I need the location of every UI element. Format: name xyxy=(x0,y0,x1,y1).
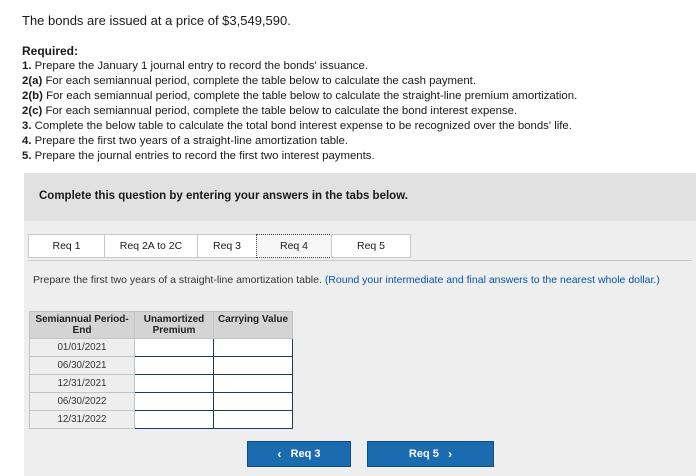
prev-button-label: Req 3 xyxy=(290,448,321,460)
tab-req-3[interactable]: Req 3 xyxy=(197,234,257,258)
requirement-text: Complete the below table to calculate the total bond interest expense to be recognized over the bonds' life. xyxy=(34,120,572,132)
requirement-text: For each semiannual period, complete the table below to calculate the cash payment. xyxy=(45,75,477,87)
amortization-table xyxy=(29,311,293,429)
premium-input[interactable] xyxy=(135,376,213,392)
period-cell: 12/31/2021 xyxy=(30,375,135,393)
premium-cell xyxy=(135,375,214,393)
required-heading: Required: xyxy=(22,44,79,58)
requirement-text: Prepare the January 1 journal entry to record the bonds' issuance. xyxy=(34,60,369,72)
premium-cell xyxy=(135,357,214,375)
table-header-row xyxy=(30,312,293,339)
intro-text: The bonds are issued at a price of $3,549,590. xyxy=(22,13,291,28)
period-cell: 01/01/2021 xyxy=(30,339,135,357)
carrying-value-input[interactable] xyxy=(214,340,292,356)
premium-cell xyxy=(135,393,214,411)
requirement-item xyxy=(22,74,577,89)
carrying-cell xyxy=(214,375,293,393)
next-req-5-button[interactable] xyxy=(367,441,494,467)
premium-cell xyxy=(135,339,214,357)
period-cell: 06/30/2022 xyxy=(30,393,135,411)
requirement-number: 2(c) xyxy=(22,105,43,117)
instruction-rounding-note: (Round your intermediate and final answers to the nearest whole dollar.) xyxy=(324,274,660,286)
carrying-value-input[interactable] xyxy=(214,394,292,410)
next-button-label: Req 5 xyxy=(408,448,439,460)
requirement-text: For each semiannual period, complete the table below to calculate the straight-line premium amortization. xyxy=(46,90,578,102)
chevron-left-icon: ‹ xyxy=(277,447,282,461)
carrying-cell xyxy=(214,411,293,429)
tab-req-4[interactable]: Req 4 xyxy=(256,234,332,258)
requirement-number: 2(b) xyxy=(22,90,43,102)
table-row xyxy=(30,411,293,429)
question-panel-header xyxy=(24,173,696,221)
tab-req-5[interactable]: Req 5 xyxy=(331,234,411,258)
prev-req-3-button[interactable] xyxy=(247,441,351,467)
table-row xyxy=(30,375,293,393)
table-row xyxy=(30,339,293,357)
requirement-item xyxy=(22,59,577,74)
premium-input[interactable] xyxy=(135,340,213,356)
tab-req-2a-to-2c[interactable]: Req 2A to 2C xyxy=(104,234,198,258)
requirement-item xyxy=(22,119,577,134)
tab-divider xyxy=(28,260,692,261)
panel-title: Complete this question by entering your answers in the tabs below. xyxy=(39,190,408,202)
header-carrying-value: Carrying Value xyxy=(214,312,293,339)
period-cell: 06/30/2021 xyxy=(30,357,135,375)
premium-cell xyxy=(135,411,214,429)
carrying-value-input[interactable] xyxy=(214,376,292,392)
carrying-cell xyxy=(214,393,293,411)
requirement-number: 1. xyxy=(22,60,32,72)
premium-input[interactable] xyxy=(135,412,213,428)
requirement-item xyxy=(22,89,577,104)
requirement-number: 3. xyxy=(22,120,32,132)
table-row xyxy=(30,357,293,375)
requirement-item xyxy=(22,149,577,164)
carrying-value-input[interactable] xyxy=(214,412,292,428)
period-cell: 12/31/2022 xyxy=(30,411,135,429)
tab-req-1[interactable]: Req 1 xyxy=(28,234,105,258)
premium-input[interactable] xyxy=(135,358,213,374)
requirement-text: For each semiannual period, complete the table below to calculate the bond interest expense. xyxy=(45,105,518,117)
header-period-end: Semiannual Period-End xyxy=(30,312,135,339)
carrying-value-input[interactable] xyxy=(214,358,292,374)
question-panel-body xyxy=(24,221,696,476)
requirement-item xyxy=(22,134,577,149)
table-row xyxy=(30,393,293,411)
instruction-text xyxy=(33,274,683,286)
requirement-number: 4. xyxy=(22,135,32,147)
requirement-item xyxy=(22,104,577,119)
requirement-number: 2(a) xyxy=(22,75,43,87)
requirements-list xyxy=(22,44,577,164)
carrying-cell xyxy=(214,357,293,375)
tab-bar xyxy=(28,234,410,260)
chevron-right-icon: › xyxy=(448,447,453,461)
carrying-cell xyxy=(214,339,293,357)
requirement-text: Prepare the first two years of a straight-line amortization table. xyxy=(34,135,349,147)
instruction-main: Prepare the first two years of a straight-line amortization table. xyxy=(33,274,325,286)
requirement-number: 5. xyxy=(22,150,32,162)
header-unamortized-premium: Unamortized Premium xyxy=(135,312,214,339)
requirement-text: Prepare the journal entries to record the first two interest payments. xyxy=(34,150,375,162)
premium-input[interactable] xyxy=(135,394,213,410)
